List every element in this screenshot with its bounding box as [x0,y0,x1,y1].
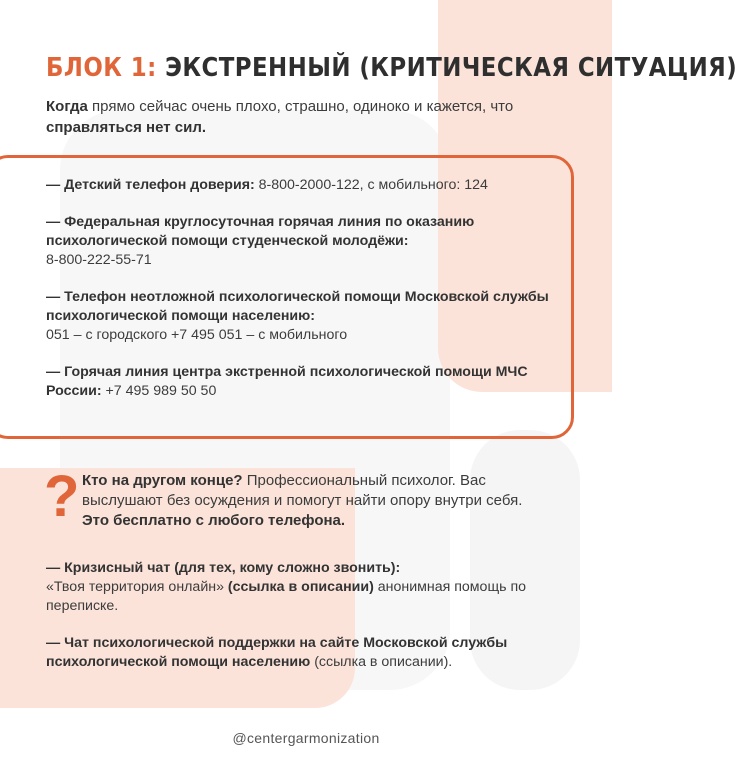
footer-handle[interactable]: @centergarmonization [232,730,380,746]
intro-text [46,96,576,138]
who-body: Профессиональный психолог. Вас выслушают без осуждения и помогут найти опору внутри себя. [82,472,523,509]
page-title [46,53,737,83]
hotline-label: — Горячая линия центра экстренной психологической помощи МЧС России: [46,364,528,399]
hotline-number[interactable]: +7 495 989 50 50 [101,383,217,399]
hotline-item [46,176,566,195]
hotline-number[interactable]: 8-800-222-55-71 [46,252,152,268]
hotlines-list [46,176,566,419]
hotline-item [46,213,566,270]
who-question: Кто на другом конце? [82,472,243,489]
hotline-item [46,288,566,345]
intro-strong: справляться нет сил. [46,119,207,136]
crisis-chat-item [46,559,576,616]
title-prefix: БЛОК 1: [46,53,157,83]
intro-body: прямо сейчас очень плохо, страшно, одиноко и кажется, что [87,98,514,115]
hotline-label: — Федеральная круглосуточная горячая линия по оказанию психологической помощи студенческой молодёжи: [46,214,475,249]
hotline-item [46,363,566,401]
crisis-chat-desc: анонимная помощь по переписке. [46,579,527,614]
who-strong: Это бесплатно с любого телефона. [82,512,346,529]
crisis-chat-label: — Кризисный чат (для тех, кому сложно звонить): [46,560,401,576]
who-answers-text [82,471,552,531]
hotline-number[interactable]: 8-800-2000-122, с мобильного: 124 [254,177,488,193]
msk-chat-link[interactable]: (ссылка в описании). [310,654,453,670]
crisis-chat-name: «Твоя территория онлайн» [46,579,224,595]
intro-when: Когда [46,98,88,115]
msk-chat-item [46,634,576,672]
msk-chat-label: — Чат психологической поддержки на сайте Московской службы психологической помощи населению [46,635,508,670]
crisis-chat-link[interactable]: (ссылка в описании) [223,579,374,595]
hotline-label: — Детский телефон доверия: [46,177,255,193]
hotline-label: — Телефон неотложной психологической помощи Московской службы психологической помощи населению: [46,289,549,324]
hotline-number[interactable]: 051 – с городского +7 495 051 – с мобильного [46,327,348,343]
question-mark-icon: ? [44,464,80,529]
title-text: ЭКСТРЕННЫЙ (КРИТИЧЕСКАЯ СИТУАЦИЯ) [156,53,737,83]
chats-list [46,559,576,690]
